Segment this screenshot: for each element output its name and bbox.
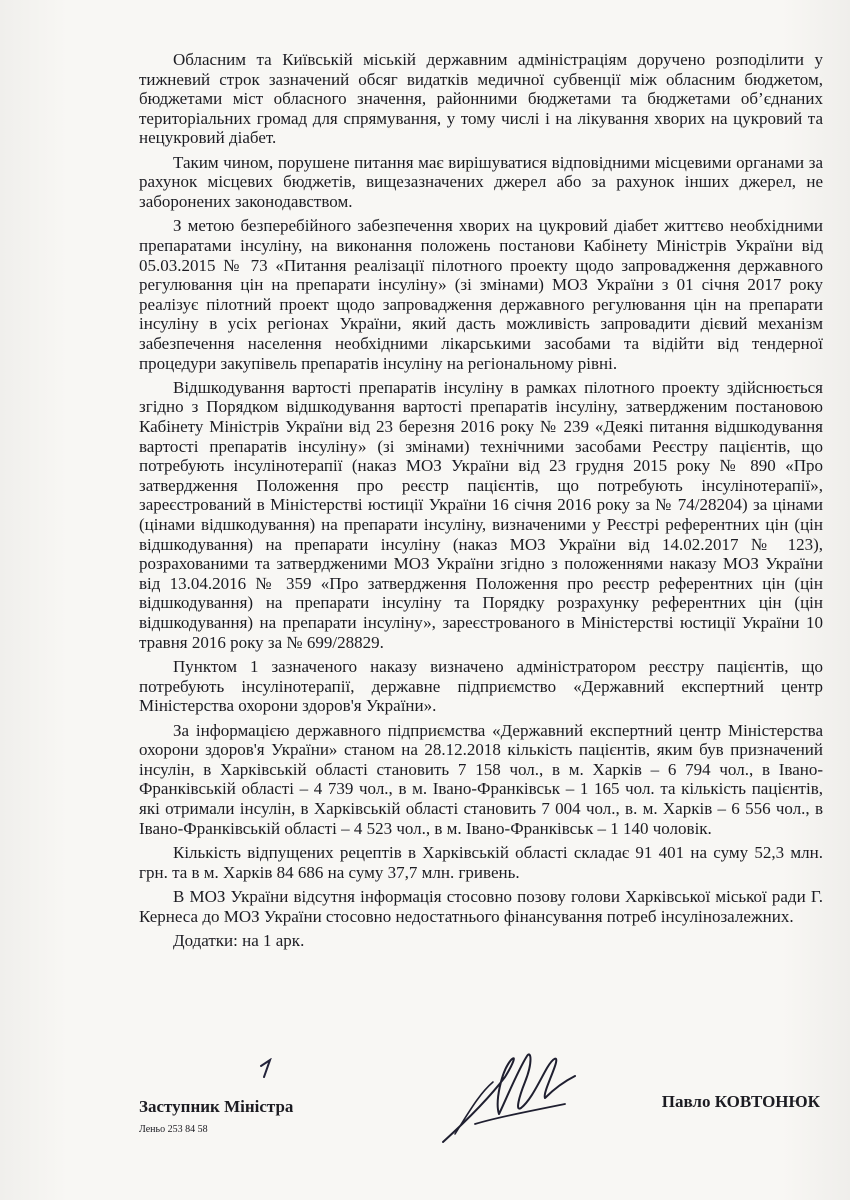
signer-name: Павло КОВТОНЮК [661, 1092, 820, 1111]
handwritten-signature-icon [435, 1042, 585, 1152]
paragraph-reimbursement: Відшкодування вартості препаратів інсуліну в рамках пілотного проекту здійснюється згідно з Порядком відшкодування вартості препаратів інсуліну, затвердженим постановою Кабінету Міністрів України від 23 березня 2016 року № 239 «Деякі питання відшкодування вартості препаратів інсуліну» (зі змінами) технічними засобами Реєстру пацієнтів, що потребують інсулінотерапії (наказ МОЗ України від 23 грудня 2015 року № 890 «Про затвердження Положення про реєстр пацієнтів, що потребують інсулінотерапії», зареєстрований в Міністерстві юстиції України 16 січня 2016 року за № 74/28204) за цінами (цінами відшкодування) на препарати інсуліну, визначеними у Реєстрі референтних цін (цін відшкодування) на препарати інсуліну (наказ МОЗ України від 14.02.2017 № 123), розрахованими та затвердженими МОЗ України згідно з положеннями наказу МОЗ України від 13.04.2016 № 359 «Про затвердження Положення про реєстр референтних цін (цін відшкодування) на препарати інсуліну та Порядку розрахунку референтних цін (цін відшкодування) на препарати інсуліну», зареєстрованого в Міністерстві юстиції України 10 травня 2016 року за № 699/28829. [139, 377, 823, 652]
paragraph-prescriptions: Кількість відпущених рецептів в Харківській області складає 91 401 на суму 52,3 млн. грн. та в м. Харків 84 686 на суму 37,7 млн. гривень. [139, 842, 823, 882]
paragraph-lawsuit: В МОЗ України відсутня інформація стосовно позову голови Харківської міської ради Г. Кернеса до МОЗ України стосовно недостатнього фінансування потреб інсулінозалежних. [139, 886, 823, 926]
handwritten-number-mark [258, 1058, 274, 1078]
letter-body [139, 50, 823, 951]
paragraph-subvention: Обласним та Київській міській державним адміністраціям доручено розподілити у тижневий строк зазначений обсяг видатків медичної субвенції між обласним бюджетом, бюджетами міст обласного значення, районними бюджетами та бюджетами об’єднаних територіальних громад для спрямування, у тому числі і на лікування хворих на цукровий та нецукровий діабет. [139, 50, 823, 148]
paragraph-registry-admin: Пунктом 1 зазначеного наказу визначено адміністратором реєстру пацієнтів, що потребують інсулінотерапії, державне підприємство «Державний експертний центр Міністерства охорони здоров'я України». [139, 657, 823, 716]
signer-position: Заступник Міністра [139, 1097, 294, 1116]
paragraph-local-budgets: Таким чином, порушене питання має вирішуватися відповідними місцевими органами за рахунок місцевих бюджетів, вищезазначених джерел або за рахунок інших джерел, не заборонених законодавством. [139, 152, 823, 211]
paragraph-pilot-project: З метою безперебійного забезпечення хворих на цукровий діабет життєво необхідними препаратами інсуліну, на виконання положень постанови Кабінету Міністрів України від 05.03.2015 № 73 «Питання реалізації пілотного проекту щодо запровадження державного регулювання цін на препарати інсуліну» (зі змінами) МОЗ України з 01 січня 2017 року реалізує пілотний проект щодо запровадження державного регулювання цін на препарати інсуліну в усіх регіонах України, який дасть можливість запровадити дієвий механізм забезпечення населення необхідними лікарськими засобами та відійти від тендерної процедури закупівель препаратів інсуліну на регіональному рівні. [139, 216, 823, 373]
attachments-note: Додатки: на 1 арк. [173, 930, 305, 950]
executor-contact: Леньо 253 84 58 [139, 1124, 208, 1135]
paragraph-patient-statistics: За інформацією державного підприємства «Державний експертний центр Міністерства охорони здоров'я України» станом на 28.12.2018 кількість пацієнтів, яким був призначений інсулін, в Харківській області становить 7 158 чол., в м. Харків – 6 794 чол., в Івано-Франківській області – 4 739 чол., в м. Івано-Франківськ – 1 165 чол. та кількість пацієнтів, які отримали інсулін, в Харківській області становить 7 004 чол., в. м. Харків – 6 556 чол., в Івано-Франківській області – 4 523 чол., в м. Івано-Франківськ – 1 140 чоловік. [139, 720, 823, 838]
